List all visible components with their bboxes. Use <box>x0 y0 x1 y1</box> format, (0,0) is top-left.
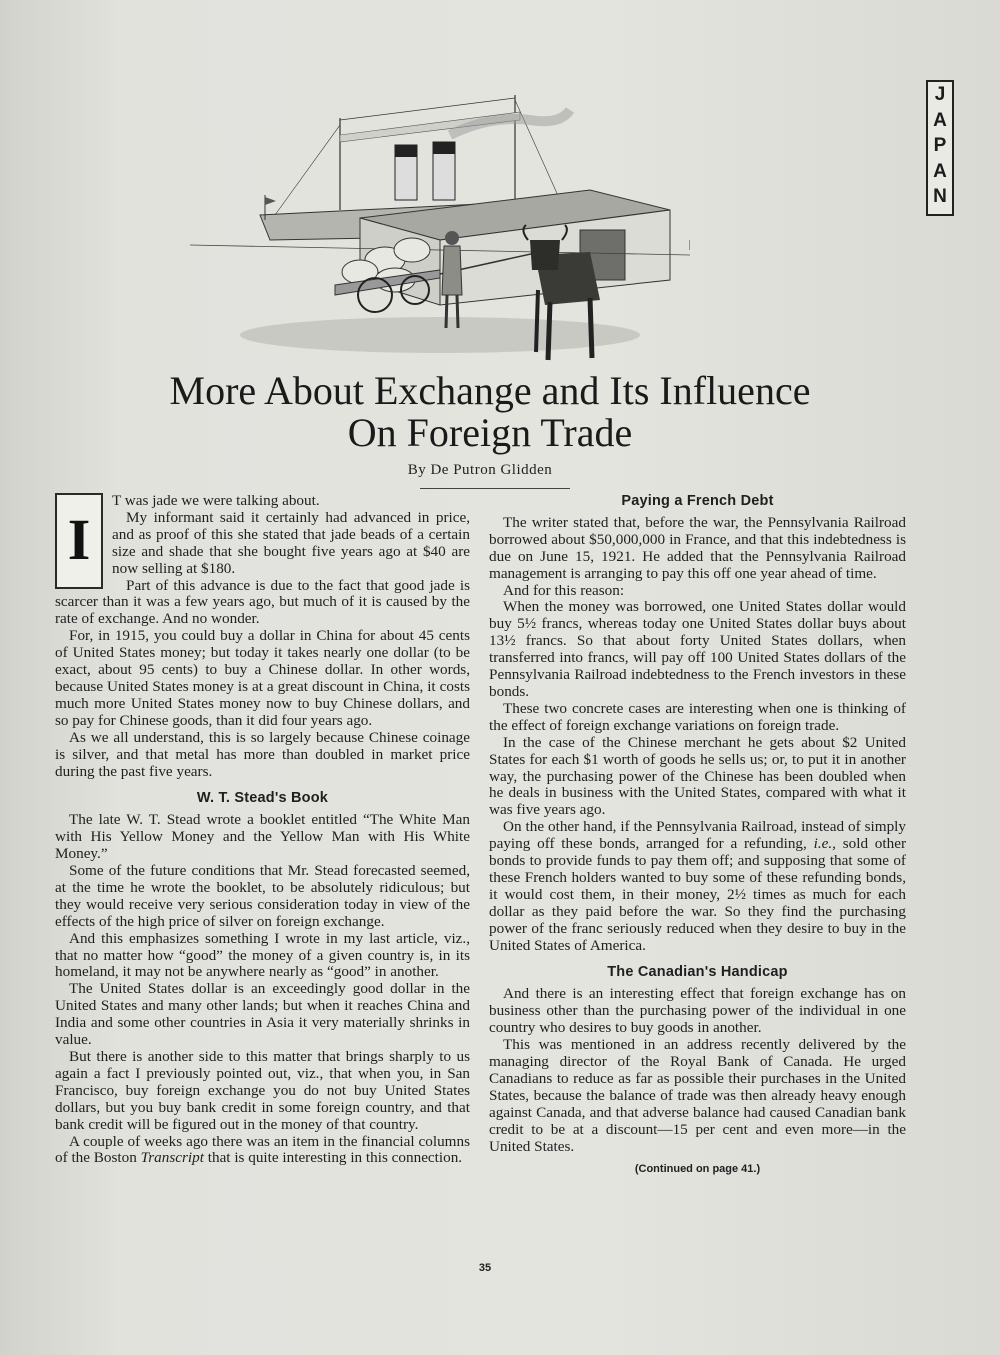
section-heading: Paying a French Debt <box>621 493 774 509</box>
paragraph: This was mentioned in an address recently delivered by the managing director of the Royal Bank of Canada. He urged Canadians to reduce as far as possible their purchases in the United States, because the balance of trade was then already heavy enough against Canada, and that adverse balance had caused Canadian bank credit to be at a discount—15 per cent and even more—in the United States. <box>489 1036 906 1155</box>
paragraph-text: that is quite interesting in this connection. <box>203 1149 463 1167</box>
paragraph: The United States dollar is an exceedingly good dollar in the United States and many other lands; but when it reaches China and India and some other countries in Asia it very materially shrinks in value. <box>55 980 470 1049</box>
page-number: 35 <box>478 1262 492 1274</box>
paragraph: T was jade we were talking about. <box>112 492 320 509</box>
emphasis-text: Transcript <box>140 1149 204 1167</box>
paragraph-text: A couple of weeks ago there was an item in the financial columns of the Boston <box>55 1132 470 1167</box>
drop-cap <box>55 493 103 589</box>
article-title <box>60 370 920 454</box>
paragraph: And this emphasizes something I wrote in my last article, viz., that no matter how “good” the money of a given country is, in its homeland, it may not be anywhere nearly as “good” in another. <box>55 929 470 981</box>
tab-letter: J <box>934 84 946 105</box>
drop-cap-letter: I <box>67 507 91 572</box>
tab-letter: N <box>933 186 947 207</box>
paragraph: The late W. T. Stead wrote a booklet entitled “The White Man with His Yellow Money and the Yellow Man with His White Money.” <box>55 811 470 863</box>
paragraph-text: On the other hand, if the Pennsylvania Railroad, instead of simply paying off these bonds, arranged for a refunding, <box>489 818 906 853</box>
byline-rule <box>420 488 570 489</box>
paragraph: The writer stated that, before the war, the Pennsylvania Railroad borrowed about $50,000,000 in France, and that this indebtedness is due on June 15, 1921. He added that the Pennsylvania Railroad management is arranging to pay this off one year ahead of time. <box>489 513 906 582</box>
paragraph: In the case of the Chinese merchant he gets about $2 United States for each $1 worth of goods he sells us; or, to put it in another way, the purchasing power of the Chinese has been doubled when he deals in business with the United States, compared with what it was five years ago. <box>489 733 906 819</box>
paragraph: As we all understand, this is so largely because Chinese coinage is silver, and that metal has more than doubled in market price during the past five years. <box>55 728 470 780</box>
right-column <box>489 493 906 1178</box>
tab-letter: A <box>933 160 947 182</box>
continued-note: (Continued on page 41.) <box>634 1163 761 1176</box>
paragraph: For, in 1915, you could buy a dollar in China for about 45 cents of United States money; but today it takes nearly one dollar (to be exact, about 95 cents) to buy a Chinese dollar. In other words, because United States money is at a great discount in China, it costs much more United States money now to buy Chinese dollars, and so pay for Chinese goods, than it did four years ago. <box>55 627 470 729</box>
harbor-illustration <box>190 90 690 370</box>
paragraph: Some of the future conditions that Mr. Stead forecasted seemed, at the time he wrote the booklet, to be absolutely ridiculous; but they would receive very serious consideration today in view of the effects of the high price of silver on foreign exchange. <box>55 862 470 930</box>
section-heading: The Canadian's Handicap <box>607 964 788 981</box>
tab-letter: P <box>933 135 947 156</box>
paragraph: But there is another side to this matter that brings sharply to us again a fact I previously pointed out, viz., that when you, in San Francisco, buy foreign exchange you do not buy United States dollars, but you buy bank credit in some foreign country, and that bank credit will be figured out in the money of that country. <box>55 1048 470 1133</box>
title-line: More About Exchange and Its Influence <box>169 368 811 413</box>
byline: By De Putron Glidden <box>407 462 553 478</box>
paragraph <box>489 819 906 954</box>
tab-letter: A <box>933 109 947 131</box>
paragraph: These two concrete cases are interesting when one is thinking of the effect of foreign exchange variations on foreign trade. <box>489 699 906 734</box>
paragraph <box>55 1134 470 1168</box>
section-heading: W. T. Stead's Book <box>196 790 329 807</box>
emphasis-text: i.e., <box>813 835 836 853</box>
paragraph-text: sold other bonds to provide funds to pay them off; and supposing that some of these French holders wanted to buy some of these refunding bonds, it would cost them, in their money, 2½ times as much for each dollar as they paid before the war. So they find the purchasing power of the franc seriously reduced when they desire to buy in the United States of America. <box>489 835 907 954</box>
paragraph: When the money was borrowed, one United States dollar would buy 5½ francs, whereas today one United States dollar buys about 13½ francs. So that about forty United States dollars, when transferred into francs, will pay off 100 United States dollars of the Pennsylvania Railroad indebtedness to the French investors in these bonds. <box>489 598 906 700</box>
left-column <box>55 493 470 1167</box>
paragraph: My informant said it certainly had advanced in price, and as proof of this she stated that jade beads of a certain size and shade that she bought five years ago at $40 are now selling at $180. <box>112 508 470 577</box>
paragraph: And for this reason: <box>503 581 625 599</box>
paragraph: And there is an interesting effect that foreign exchange has on business other than the purchasing power of the individual in one country who desires to buy goods in another. <box>489 985 906 1037</box>
paragraph: Part of this advance is due to the fact that good jade is scarcer than it was a few years ago, but much of it is caused by the rate of exchange. And no wonder. <box>55 576 470 628</box>
title-line: On Foreign Trade <box>347 410 633 455</box>
section-tab-japan <box>926 80 954 216</box>
